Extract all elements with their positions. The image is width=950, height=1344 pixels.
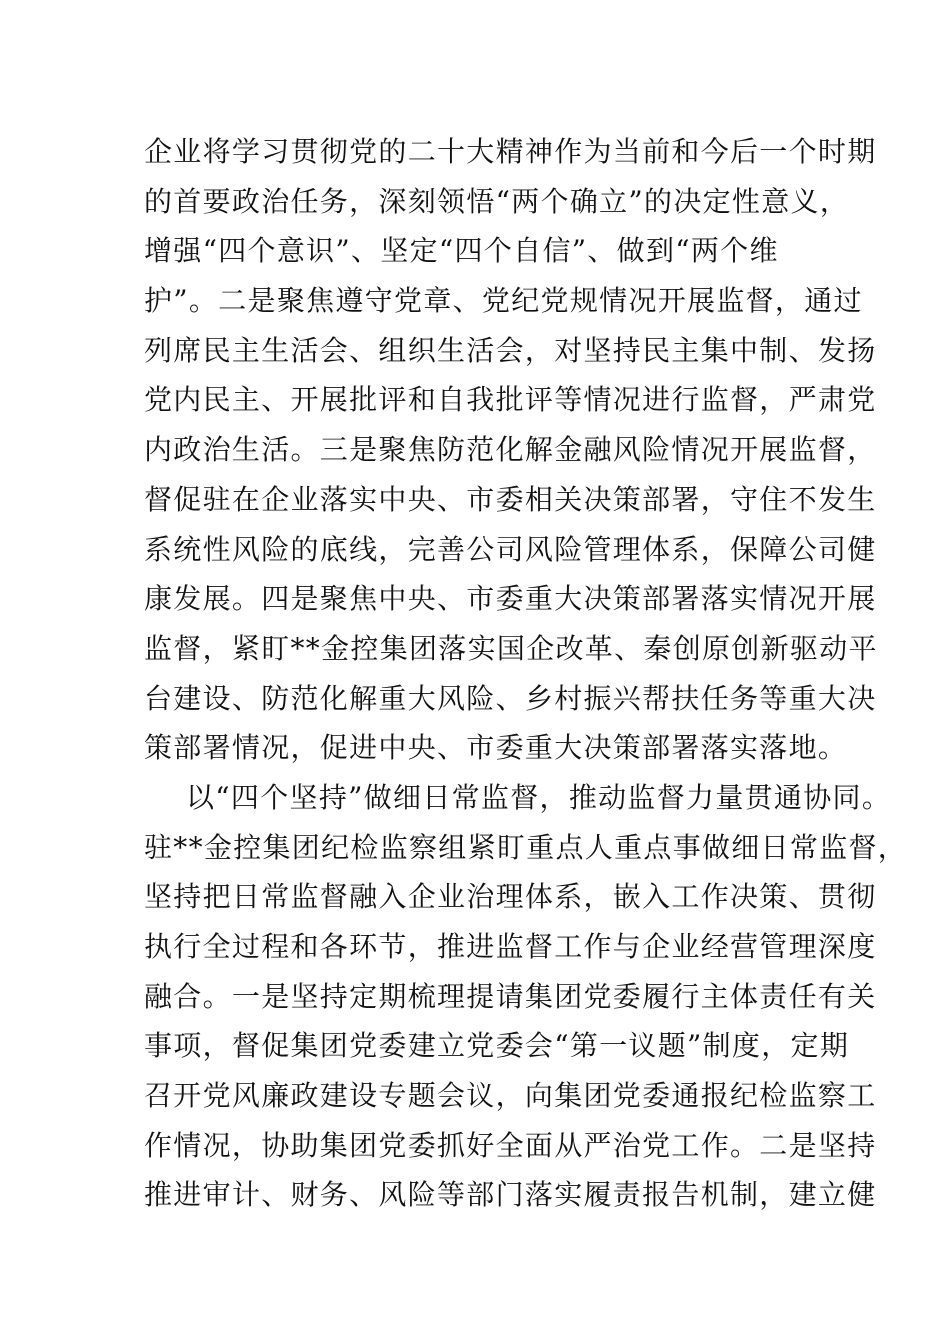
text-line: 召开党风廉政建设专题会议，向集团党委通报纪检监察工 <box>144 1079 877 1113</box>
text-line: 护”。二是聚焦遵守党章、党纪党规情况开展监督，通过 <box>144 284 863 318</box>
text-line: 康发展。四是聚焦中央、市委重大决策部署落实情况开展 <box>144 582 877 616</box>
text-line: 台建设、防范化解重大风险、乡村振兴帮扶任务等重大决 <box>144 681 877 715</box>
text-line: 内政治生活。三是聚焦防范化解金融风险情况开展监督， <box>144 433 877 467</box>
text-line: 督促驻在企业落实中央、市委相关决策部署，守住不发生 <box>144 482 877 516</box>
text-line: 监督，紧盯**金控集团落实国企改革、秦创原创新驱动平 <box>144 631 878 665</box>
text-line: 驻**金控集团纪检监察组紧盯重点人重点事做细日常监督， <box>144 830 908 864</box>
text-line: 执行全过程和各环节，推进监督工作与企业经营管理深度 <box>144 930 877 963</box>
text-line: 推进审计、财务、风险等部门落实履责报告机制，建立健 <box>144 1178 877 1212</box>
text-line: 作情况，协助集团党委抓好全面从严治党工作。二是坚持 <box>144 1128 877 1162</box>
document-body <box>144 127 908 1220</box>
text-line: 融合。一是坚持定期梳理提请集团党委履行主体责任有关 <box>144 979 877 1013</box>
text-line: 列席民主生活会、组织生活会，对坚持民主集中制、发扬 <box>144 333 877 367</box>
text-line: 的首要政治任务，深刻领悟“两个确立”的决定性意义， <box>144 184 850 218</box>
text-line: 企业将学习贯彻党的二十大精神作为当前和今后一个时期 <box>144 135 877 168</box>
paragraph-first-line: 以“四个坚持”做细日常监督，推动监督力量贯通协同。 <box>186 780 892 814</box>
text-line: 坚持把日常监督融入企业治理体系，嵌入工作决策、贯彻 <box>144 880 877 914</box>
text-line: 党内民主、开展批评和自我批评等情况进行监督，严肃党 <box>144 383 877 417</box>
text-line: 系统性风险的底线，完善公司风险管理体系，保障公司健 <box>144 532 877 566</box>
paragraph-daily-supervision <box>144 773 908 1220</box>
text-line: 策部署情况，促进中央、市委重大决策部署落实落地。 <box>144 731 848 765</box>
paragraph-continuation <box>144 127 878 773</box>
text-line: 事项，督促集团党委建立党委会“第一议题”制度，定期 <box>144 1029 850 1063</box>
text-line: 增强“四个意识”、坚定“四个自信”、做到“两个维 <box>144 234 779 268</box>
